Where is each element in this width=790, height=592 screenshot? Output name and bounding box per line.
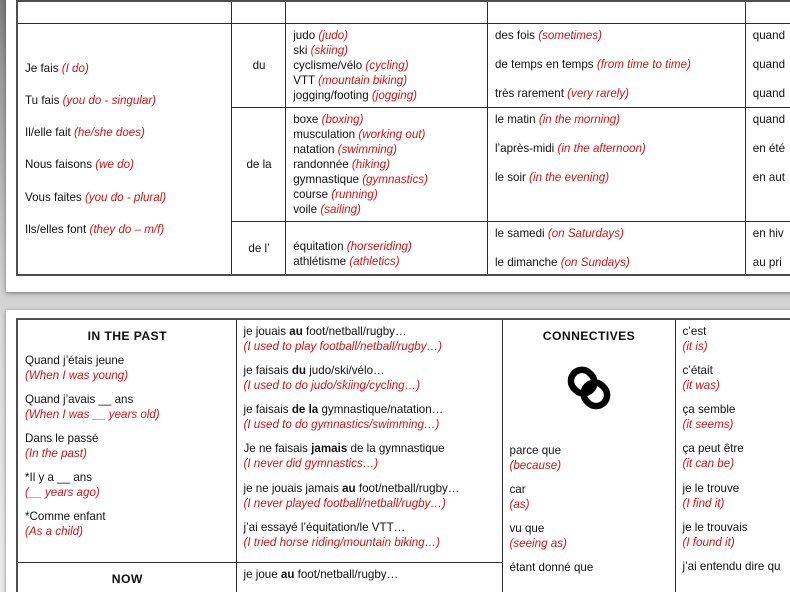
example-post: judo/ski/vélo… [306, 364, 385, 378]
frequency-en: (on Saturdays) [547, 227, 624, 241]
past-phrase [25, 470, 230, 500]
activity-fr: cyclisme/vélo [293, 58, 363, 72]
activity-item [293, 239, 481, 254]
activity-fr: VTT [293, 73, 315, 87]
connective-item [510, 443, 669, 473]
past-example [244, 363, 496, 393]
frequency-fr: le soir [494, 170, 526, 184]
frequency-en: (in the evening) [529, 170, 610, 184]
past-phrase [25, 509, 230, 539]
pronoun-en: (you do - plural) [84, 190, 167, 204]
verb-activity-table [16, 0, 790, 276]
activity-en: (horseriding) [346, 240, 412, 254]
pronoun-fr: Ils/elles font [25, 222, 87, 236]
pronoun-en: (he/she does) [74, 126, 145, 140]
cell-activities-du [286, 23, 488, 107]
opinion-en: (I find it) [682, 496, 725, 510]
cell-now [17, 562, 236, 592]
opinion-en: (it was) [682, 379, 720, 393]
time-item [753, 170, 790, 185]
example-bold: de la [291, 403, 319, 417]
frequency-item [495, 28, 739, 43]
time-item [753, 112, 790, 127]
cell-frequency-group-1 [487, 23, 745, 107]
frequency-item [495, 86, 739, 101]
activity-item [293, 127, 481, 142]
opinion-item [683, 402, 790, 432]
activity-fr: judo [293, 28, 316, 42]
pronoun-item [25, 93, 225, 108]
activity-en: (running) [331, 188, 378, 202]
activity-en: (judo) [318, 28, 349, 42]
opinion-fr: ça semble [682, 403, 736, 417]
slide-bottom[interactable] [6, 310, 790, 592]
pronoun-item [25, 157, 225, 172]
example-en: (I never did gymnastics…) [243, 457, 379, 471]
opinion-item [683, 324, 790, 354]
past-phrase-en: (__ years ago) [25, 486, 100, 500]
activity-fr: randonnée [293, 158, 349, 171]
frequency-item [495, 57, 739, 72]
cell-activities-de-la [286, 107, 488, 221]
pronoun-en: (they do – m/f) [89, 222, 165, 236]
frequency-en: (in the afternoon) [557, 141, 646, 155]
connective-en: (as) [509, 498, 530, 512]
cell-in-the-past [17, 319, 236, 562]
past-phrase-en: (When I was __ years old) [25, 408, 160, 422]
activity-en: (skiing) [310, 43, 349, 57]
frequency-fr: des fois [494, 28, 535, 42]
connectives-header: CONNECTIVES [542, 329, 636, 343]
chain-link-icon [510, 345, 669, 443]
opinion-item [683, 481, 790, 511]
cell-connectives [502, 319, 675, 592]
frequency-fr: très rarement [494, 86, 564, 100]
example-bold: du [291, 364, 306, 378]
past-phrase [25, 353, 230, 383]
activity-item [293, 112, 481, 127]
cell-time-group-1 [745, 23, 790, 107]
pronoun-en: (we do) [95, 158, 134, 172]
opinion-en: (it is) [682, 340, 708, 354]
cell-article-de-la [231, 107, 285, 221]
past-phrase-fr: *Comme enfant [25, 510, 106, 524]
example-bold: au [289, 325, 303, 338]
frequency-en: (in the morning) [538, 112, 621, 126]
example-bold: jamais [311, 442, 348, 456]
time-item [753, 255, 790, 270]
activity-item [293, 157, 481, 172]
cell-time-group-3 [745, 222, 790, 276]
connective-item [510, 521, 669, 551]
connective-item [510, 560, 669, 575]
cell-now-examples [236, 562, 502, 592]
connective-en: (seeing as) [509, 537, 567, 551]
frequency-item [495, 255, 739, 270]
past-example [244, 520, 496, 550]
frequency-fr: de temps en temps [494, 57, 594, 71]
time-fr: quand [752, 57, 786, 71]
example-en: (I used to do judo/skiing/cycling…) [243, 379, 421, 393]
example-post: foot/netball/rugby… [355, 481, 460, 495]
past-phrase-fr: Quand j’avais __ ans [25, 392, 134, 406]
frequency-en: (sometimes) [538, 28, 602, 42]
activity-item [293, 172, 481, 187]
opinion-item [683, 363, 790, 393]
opinion-en: (it can be) [682, 457, 735, 471]
past-phrase-en: (In the past) [25, 447, 87, 461]
activity-item [293, 28, 481, 43]
cell-article-de-l [231, 222, 285, 276]
opinion-en: (I found it) [682, 535, 735, 549]
pronoun-fr: Vous faites [25, 190, 82, 204]
activity-fr: athlétisme [293, 255, 347, 269]
activity-en: (sailing) [320, 203, 361, 217]
example-en: (I tried horse riding/mountain biking…) [243, 535, 441, 549]
opinion-fr: ça peut être [682, 442, 744, 456]
activity-en: (mountain biking) [318, 73, 408, 87]
cell-activities-de-l [286, 222, 488, 276]
connective-fr: parce que [509, 443, 562, 457]
activity-fr: voile [293, 203, 318, 217]
past-phrase-fr: Dans le passé [25, 432, 99, 446]
example-pre: je jouais [243, 325, 290, 338]
time-item [753, 57, 790, 72]
opinion-fr: c’était [682, 364, 713, 378]
table-row-header [17, 1, 790, 23]
activity-fr: natation [293, 142, 335, 156]
past-example [244, 402, 496, 432]
time-fr: quand [752, 112, 786, 126]
frequency-item [495, 112, 739, 127]
past-phrase-fr: *Il y a __ ans [25, 471, 93, 485]
activity-en: (gymnastics) [362, 173, 428, 187]
pronoun-item [25, 222, 225, 237]
example-en: (I used to do gymnastics/swimming…) [243, 418, 440, 432]
cell-activities-header [286, 1, 488, 23]
example-pre: je joue [243, 567, 281, 581]
past-phrase-fr: Quand j’étais jeune [25, 353, 125, 367]
frequency-item [495, 226, 739, 241]
activity-fr: jogging/footing [293, 88, 369, 102]
pronoun-en: (I do) [61, 62, 89, 76]
activity-fr: équitation [293, 240, 344, 254]
time-fr: en hiv [752, 227, 784, 241]
pronoun-fr: Il/elle fait [25, 126, 71, 140]
time-fr: quand [752, 86, 786, 100]
time-item [753, 226, 790, 241]
frequency-en: (on Sundays) [560, 256, 630, 270]
frequency-item [495, 170, 739, 185]
opinion-fr: j’ai entendu dire qu [682, 559, 781, 573]
article-label: de l’ [248, 241, 270, 255]
cell-partitive-header [231, 1, 285, 23]
connective-fr: vu que [509, 522, 545, 536]
time-fr: en aut [752, 170, 786, 184]
activity-fr: ski [293, 43, 308, 57]
connective-fr: étant donné que [509, 561, 594, 575]
time-fr: au pri [752, 256, 782, 270]
example-en: (I used to play football/netball/rugby…) [243, 340, 442, 354]
cell-article-du [231, 23, 285, 107]
cell-pronoun-list [17, 23, 231, 275]
time-item [753, 86, 790, 101]
pronoun-fr: Je fais [25, 62, 59, 76]
activity-en: (hiking) [351, 158, 390, 171]
opinion-fr: je le trouvais [682, 520, 748, 534]
article-label: du [252, 58, 266, 72]
now-header: NOW [111, 571, 143, 586]
example-post: gymnastique/natation… [318, 403, 444, 417]
now-example [244, 567, 496, 582]
frequency-en: (from time to time) [596, 57, 691, 71]
frequency-item [495, 141, 739, 156]
example-post: de la gymnastique [347, 442, 445, 456]
pronoun-fr: Tu fais [25, 94, 60, 108]
frequency-fr: le samedi [494, 227, 545, 241]
activity-item [293, 202, 481, 217]
connective-item [510, 482, 669, 512]
article-label: de la [246, 158, 272, 171]
past-now-connectives-table [16, 318, 790, 592]
past-phrase [25, 431, 230, 461]
past-phrase-en: (As a child) [25, 525, 83, 539]
activity-en: (swimming) [337, 142, 397, 156]
cell-time-header [745, 1, 790, 23]
time-item [753, 141, 790, 156]
opinion-fr: je le trouve [682, 481, 740, 495]
activity-en: (working out) [358, 127, 426, 141]
time-fr: quand [752, 28, 786, 42]
opinion-item [683, 559, 790, 574]
connective-fr: car [509, 483, 526, 497]
example-bold: au [342, 481, 356, 495]
table-row [17, 23, 790, 107]
example-pre: je faisais [243, 403, 292, 417]
activity-item [293, 58, 481, 73]
past-example [244, 324, 496, 354]
past-phrase-en: (When I was young) [25, 368, 129, 382]
pronoun-item [25, 61, 225, 76]
example-en: (I never played football/netball/rugby…) [243, 496, 446, 510]
activity-item [293, 88, 481, 103]
table-row [17, 319, 790, 562]
activity-fr: musculation [293, 127, 356, 141]
past-header: IN THE PAST [87, 329, 167, 343]
past-phrase [25, 392, 230, 422]
cell-opinions [675, 319, 790, 592]
connective-en: (because) [509, 458, 562, 472]
frequency-en: (very rarely) [567, 86, 630, 100]
example-post: foot/netball/rugby… [302, 325, 407, 338]
opinion-item [683, 441, 790, 471]
past-example [244, 441, 496, 471]
activity-fr: course [293, 188, 329, 202]
frequency-fr: le dimanche [494, 256, 558, 270]
past-example [244, 481, 496, 511]
opinion-fr: c’est [682, 325, 707, 338]
activity-fr: gymnastique [293, 173, 359, 187]
pronoun-en: (you do - singular) [62, 94, 157, 108]
example-bold: au [280, 567, 295, 581]
frequency-fr: le matin [494, 112, 536, 126]
activity-item [293, 43, 481, 58]
pronoun-item [25, 125, 225, 140]
opinion-en: (it seems) [682, 418, 734, 432]
cell-time-group-2 [745, 107, 790, 221]
time-item [753, 28, 790, 43]
example-post: foot/netball/rugby… [294, 567, 399, 581]
time-fr: en été [752, 141, 786, 155]
activity-en: (cycling) [365, 58, 409, 72]
verb-activity-table-wrapper [16, 0, 790, 276]
frequency-fr: l’après-midi [494, 141, 555, 155]
example-pre: j’ai essayé l’équitation/le VTT… [243, 520, 406, 534]
activity-item [293, 254, 481, 269]
pronoun-item [25, 190, 225, 205]
activity-fr: boxe [293, 112, 319, 126]
pronoun-fr: Nous faisons [25, 158, 93, 172]
example-pre: Je ne faisais [243, 442, 312, 456]
activity-item [293, 73, 481, 88]
example-pre: je faisais [243, 364, 292, 378]
example-pre: je ne jouais jamais [243, 481, 343, 495]
cell-frequency-header [487, 1, 745, 23]
cell-pronouns-header [17, 1, 231, 23]
cell-frequency-group-2 [487, 107, 745, 221]
cell-past-examples [236, 319, 502, 562]
activity-item [293, 142, 481, 157]
activity-en: (jogging) [371, 88, 418, 102]
past-now-table-wrapper [16, 318, 790, 592]
activity-item [293, 187, 481, 202]
slide-top[interactable] [6, 0, 790, 292]
activity-en: (boxing) [321, 112, 364, 126]
opinion-item [683, 520, 790, 550]
cell-frequency-group-3 [487, 222, 745, 276]
activity-en: (athletics) [349, 255, 400, 269]
